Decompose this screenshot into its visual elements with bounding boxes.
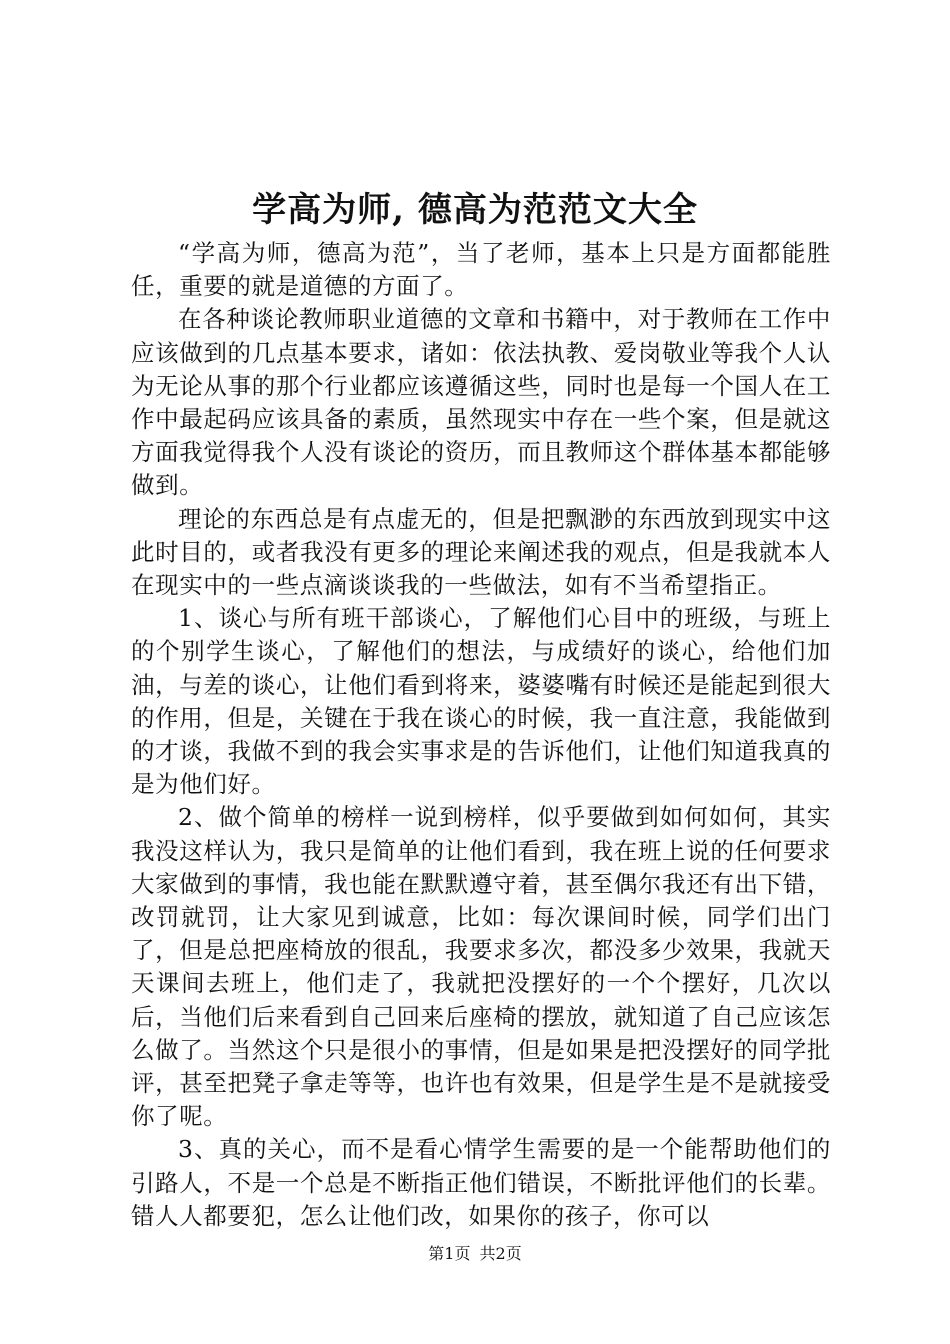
paragraph-point-1: 1、谈心与所有班干部谈心，了解他们心目中的班级，与班上的个别学生谈心，了解他们的想法，与成绩好的谈心，给他们加油，与差的谈心，让他们看到将来，婆婆嘴有时候还是能起到很大的作用，但是，关键在于我在谈心的时候，我一直注意，我能做到的才谈，我做不到的我会实事求是的告诉他们，让他们知道我真的是为他们好。 (131, 604, 831, 799)
page-total: 共2页 (479, 1244, 522, 1263)
paragraph-theory: 理论的东西总是有点虚无的，但是把飘渺的东西放到现实中这此时目的，或者我没有更多的理论来阐述我的观点，但是我就本人在现实中的一些点滴谈谈我的一些做法，如有不当希望指正。 (131, 504, 831, 600)
paragraph-ethics-requirements: 在各种谈论教师职业道德的文章和书籍中，对于教师在工作中应该做到的几点基本要求，诸如：依法执教、爱岗敬业等我个人认为无论从事的那个行业都应该遵循这些，同时也是每一个国人在工作中最起码应该具备的素质，虽然现实中存在一些个案，但是就这方面我觉得我个人没有谈论的资历，而且教师这个群体基本都能够做到。 (131, 305, 831, 500)
paragraph-point-3: 3、真的关心，而不是看心情学生需要的是一个能帮助他们的引路人，不是一个总是不断指正他们错误，不断批评他们的长辈。错人人都要犯，怎么让他们改，如果你的孩子，你可以 (131, 1135, 831, 1230)
document-title: 学高为师, 德高为范范文大全 (252, 190, 698, 230)
page-footer (0, 1242, 950, 1266)
paragraph-point-2: 2、做个简单的榜样一说到榜样，似乎要做到如何如何，其实我没这样认为，我只是简单的让他们看到，我在班上说的任何要求大家做到的事情，我也能在默默遵守着，甚至偶尔我还有出下错，改罚就罚，让大家见到诚意，比如：每次课间时候，同学们出门了，但是总把座椅放的很乱，我要求多次，都没多少效果，我就天天课间去班上，他们走了，我就把没摆好的一个个摆好，几次以后，当他们后来看到自己回来后座椅的摆放，就知道了自己应该怎么做了。当然这个只是很小的事情，但是如果是把没摆好的同学批评，甚至把凳子拿走等等，也许也有效果，但是学生是不是就接受你了呢。 (131, 803, 831, 1131)
paragraph-intro: “学高为师，德高为范”，当了老师，基本上只是方面都能胜任，重要的就是道德的方面了。 (131, 239, 831, 301)
page-number: 第1页 (428, 1244, 471, 1263)
document-body (131, 237, 831, 1233)
